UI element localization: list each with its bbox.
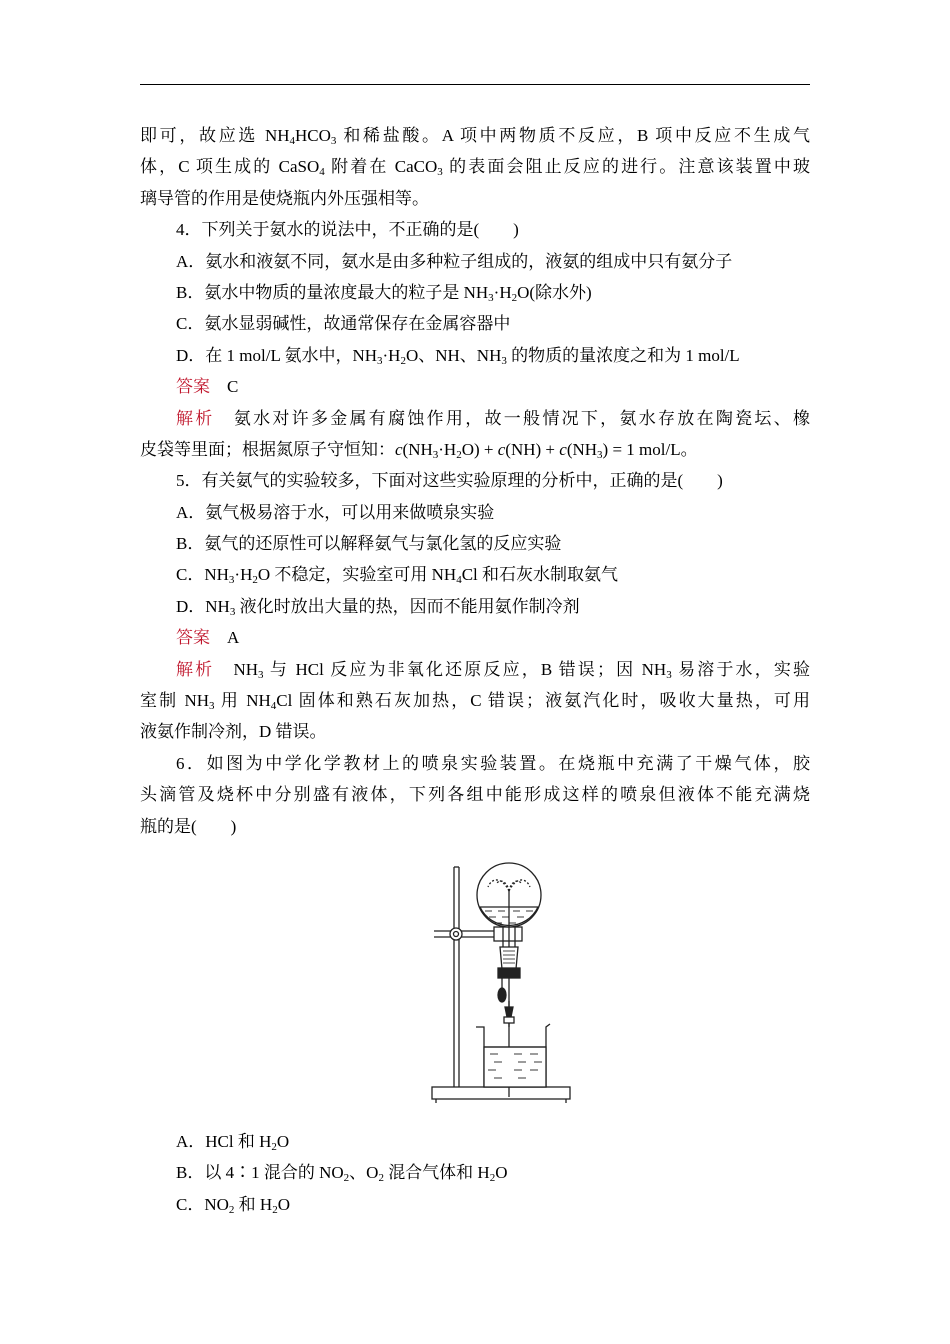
intro-line-2: 体，C 项生成的 CaSO$_4$ 附着在 CaCO$_3$ 的表面会阻止反应的进行。注意该装置中玻 xyxy=(140,157,810,179)
intro-line-3: 璃导管的作用是使烧瓶内外压强相等。 xyxy=(140,188,429,208)
q4-analysis-line-1: 解析 氨水对许多金属有腐蚀作用，故一般情况下，氨水存放在陶瓷坛、橡 xyxy=(176,408,810,428)
q5-option-c: C．$NH_3\cdot H_2O$ 不稳定，实验室可用 $NH_4Cl$ 和石灰水制取氨气 xyxy=(176,565,619,587)
q4-option-a: A．氨水和液氨不同，氨水是由多种粒子组成的，液氨的组成中只有氨分子 xyxy=(176,251,733,271)
header-rule xyxy=(140,84,810,85)
q4-answer: 答案 C xyxy=(176,377,239,397)
q5-stem: 5．有关氨气的实验较多，下面对这些实验原理的分析中，正确的是( ) xyxy=(176,471,723,491)
q6-option-a: A．HCl 和 $H_2O$ xyxy=(176,1132,290,1153)
q6-option-c: C．$NO_2$ 和 $H_2O$ xyxy=(176,1194,290,1216)
q5-answer: 答案 A xyxy=(176,628,240,648)
fountain-apparatus-figure xyxy=(410,847,575,1122)
q4-option-c: C．氨水显弱碱性，故通常保存在金属容器中 xyxy=(176,314,511,334)
answer-label: 答案 xyxy=(176,628,210,648)
q6-option-b: B．以 4∶1 混合的 $NO_2$、$O_2$ 混合气体和 $H_2O$ xyxy=(176,1163,508,1185)
q6-stem-line-1: 6．如图为中学化学教材上的喷泉实验装置。在烧瓶中充满了干燥气体，胶 xyxy=(176,753,810,773)
analysis-label: 解析 xyxy=(176,659,215,679)
q5-analysis-line-2: 室制 $NH_3$ 用 $NH_4Cl$ 固体和熟石灰加热，C 错误；液氨汽化时，吸收大量热，可用 xyxy=(140,691,810,713)
q5-analysis-line-1: 解析 $NH_3$ 与 HCl 反应为非氧化还原反应，B 错误；因 $NH_3$ 易溶于水，实验 xyxy=(176,659,811,681)
q4-option-d: D．在 1 mol/L 氨水中，$NH_3\cdot H_2O$、NH、$NH_3$ 的物质的量浓度之和为 1 mol/L xyxy=(176,345,740,367)
q6-stem-line-2: 头滴管及烧杯中分别盛有液体，下列各组中能形成这样的喷泉但液体不能充满烧 xyxy=(140,785,810,805)
q6-options xyxy=(140,1126,810,1220)
q5-option-d: D．$NH_3$ 液化时放出大量的热，因而不能用氨作制冷剂 xyxy=(176,596,580,618)
q6-stem-line-3: 瓶的是( ) xyxy=(140,816,237,836)
q5-option-a: A．氨气极易溶于水，可以用来做喷泉实验 xyxy=(176,502,495,522)
main-text xyxy=(140,120,810,842)
q4-analysis-line-2: 皮袋等里面；根据氮原子守恒知：$c(NH_3\cdot H_2O) + c(NH) + c(NH_3) = 1$ mol/L。 xyxy=(140,439,698,461)
analysis-label: 解析 xyxy=(176,408,215,428)
q4-option-b: B．氨水中物质的量浓度最大的粒子是 $NH_3\cdot H_2O$(除水外) xyxy=(176,282,592,304)
q4-stem: 4．下列关于氨水的说法中，不正确的是( ) xyxy=(176,220,519,240)
answer-label: 答案 xyxy=(176,377,210,397)
q5-analysis-line-3: 液氨作制冷剂，D 错误。 xyxy=(140,722,327,742)
q5-option-b: B．氨气的还原性可以解释氨气与氯化氢的反应实验 xyxy=(176,534,562,554)
intro-line-1: 即可，故应选 $NH_4HCO_3$ 和稀盐酸。A 项中两物质不反应，B 项中反应不生成气 xyxy=(140,126,810,147)
